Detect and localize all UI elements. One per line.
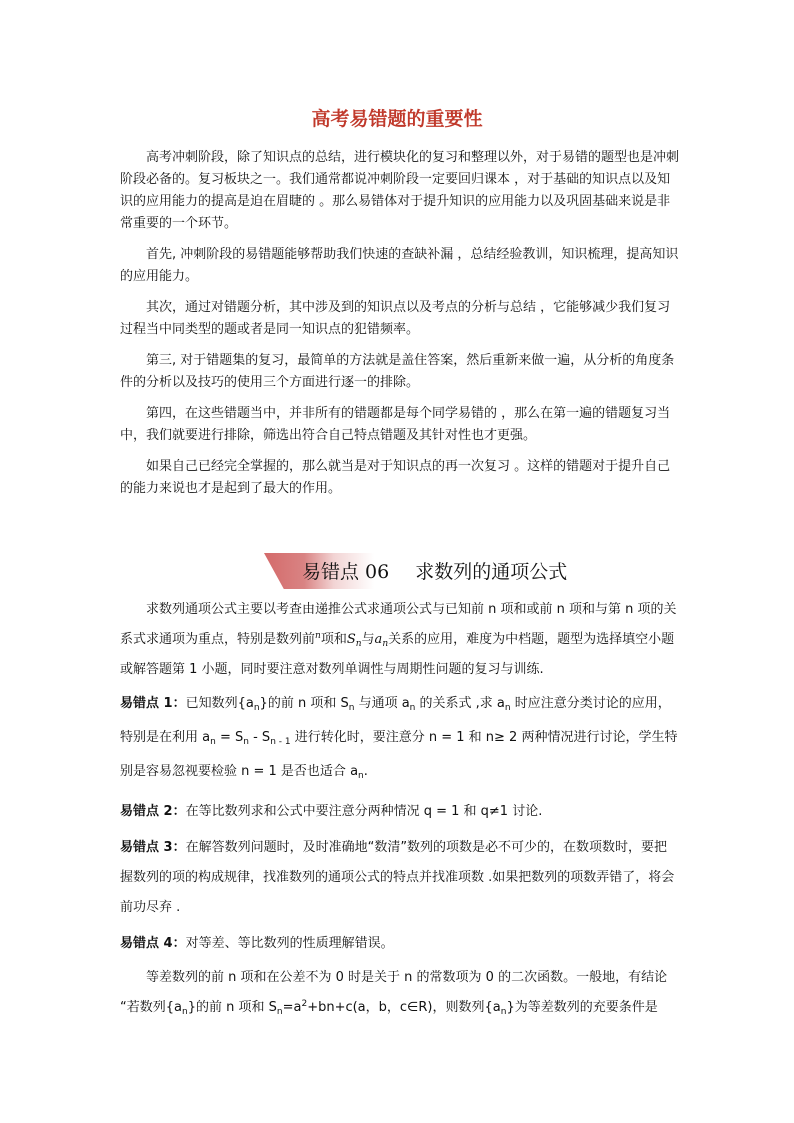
- intro-section: [120, 147, 680, 509]
- closing-paragraph: 等差数列的前 n 项和在公差不为 0 时是关于 n 的常数项为 0 的二次函数。一般地，有结论 “若数列$\{a_n\}$的前 n 项和 $S_n=a^2+bn+c(a$，b，c∈R)，则数列$\{a_n\}$为等差数列的充要条件是: [120, 970, 668, 1017]
- overview-paragraph: 求数列通项公式主要以考查由递推公式求通项公式与已知前 n 项和或前 n 项和与第 n 项的关系式求通项为重点，特别是数列前$^n$项和$S_n$与$a_n$关系的应用，难度为中档题，题型为选择填空小题或解答题第 1 小题，同时要注意对数列单调性与周期性问题的复习与训练.: [120, 602, 677, 677]
- error-point-3: 易错点 3：在解答数列问题时，及时准确地“数清”数列的项数是必不可少的，在数项数时，要把握数列的项的构成规律，找准数列的通项公式的特点并找准项数 .如果把数列的项数弄错了，将会前功尽弃 .: [120, 840, 675, 915]
- section-banner: [264, 553, 594, 589]
- error-point-label: 易错点 4：: [120, 936, 186, 951]
- banner-heading: [302, 557, 567, 584]
- page-title: 高考易错题的重要性: [311, 108, 483, 130]
- intro-paragraph: 如果自己已经完全掌握的，那么就当是对于知识点的再一次复习 。这样的错题对于提升自己的能力来说也才是起到了最大的作用。: [120, 459, 671, 496]
- error-point-2: 易错点 2：在等比数列求和公式中要注意分两种情况 q = 1 和 q≠1 讨论.: [120, 804, 543, 819]
- intro-paragraph: 首先, 冲刺阶段的易错题能够帮助我们快速的查缺补漏 ，总结经验教训，知识梳理，提高知识的应用能力。: [120, 247, 679, 284]
- error-point-1: 易错点 1：已知数列$\{a_n\}$的前 n 项和 $S_n$ 与通项 $a_n$ 的关系式 ,求 $a_n$ 时应注意分类讨论的应用，特别是在利用 $a_n = S_n - S_{n - 1}$ 进行转化时，要注意分 n = 1 和 n≥ 2 两种情况进行讨论，学生特别是容易忽视要检验 n = 1 是否也适合 $a_n$.: [120, 696, 678, 781]
- intro-paragraph: 第三, 对于错题集的复习，最简单的方法就是盖住答案，然后重新来做一遍，从分析的角度条件的分析以及技巧的使用三个方面进行逐一的排除。: [120, 353, 675, 390]
- error-point-label: 易错点 1：: [120, 696, 186, 711]
- section-body: [120, 597, 680, 1031]
- intro-paragraph: 其次，通过对错题分析，其中涉及到的知识点以及考点的分析与总结 ，它能够减少我们复习过程当中同类型的题或者是同一知识点的犯错频率。: [120, 300, 671, 337]
- intro-paragraph: 高考冲刺阶段，除了知识点的总结，进行模块化的复习和整理以外，对于易错的题型也是冲刺阶段必备的。复习板块之一。我们通常都说冲刺阶段一定要回归课本 ，对于基础的知识点以及知识的应用能力的提高是迫在眉睫的 。那么易错体对于提升知识的应用能力以及巩固基础来说是非常重要的一个环节。: [120, 150, 680, 231]
- banner-label: 易错点 06: [302, 561, 390, 583]
- error-point-label: 易错点 2：: [120, 804, 186, 819]
- intro-paragraph: 第四，在这些错题当中，并非所有的错题都是每个同学易错的 ，那么在第一遍的错题复习当中，我们就要进行排除，筛选出符合自己特点错题及其针对性也才更强。: [120, 406, 671, 443]
- banner-topic: 求数列的通项公式: [415, 561, 568, 583]
- error-point-label: 易错点 3：: [120, 840, 186, 855]
- error-point-4: 易错点 4：对等差、等比数列的性质理解错误。: [120, 936, 394, 951]
